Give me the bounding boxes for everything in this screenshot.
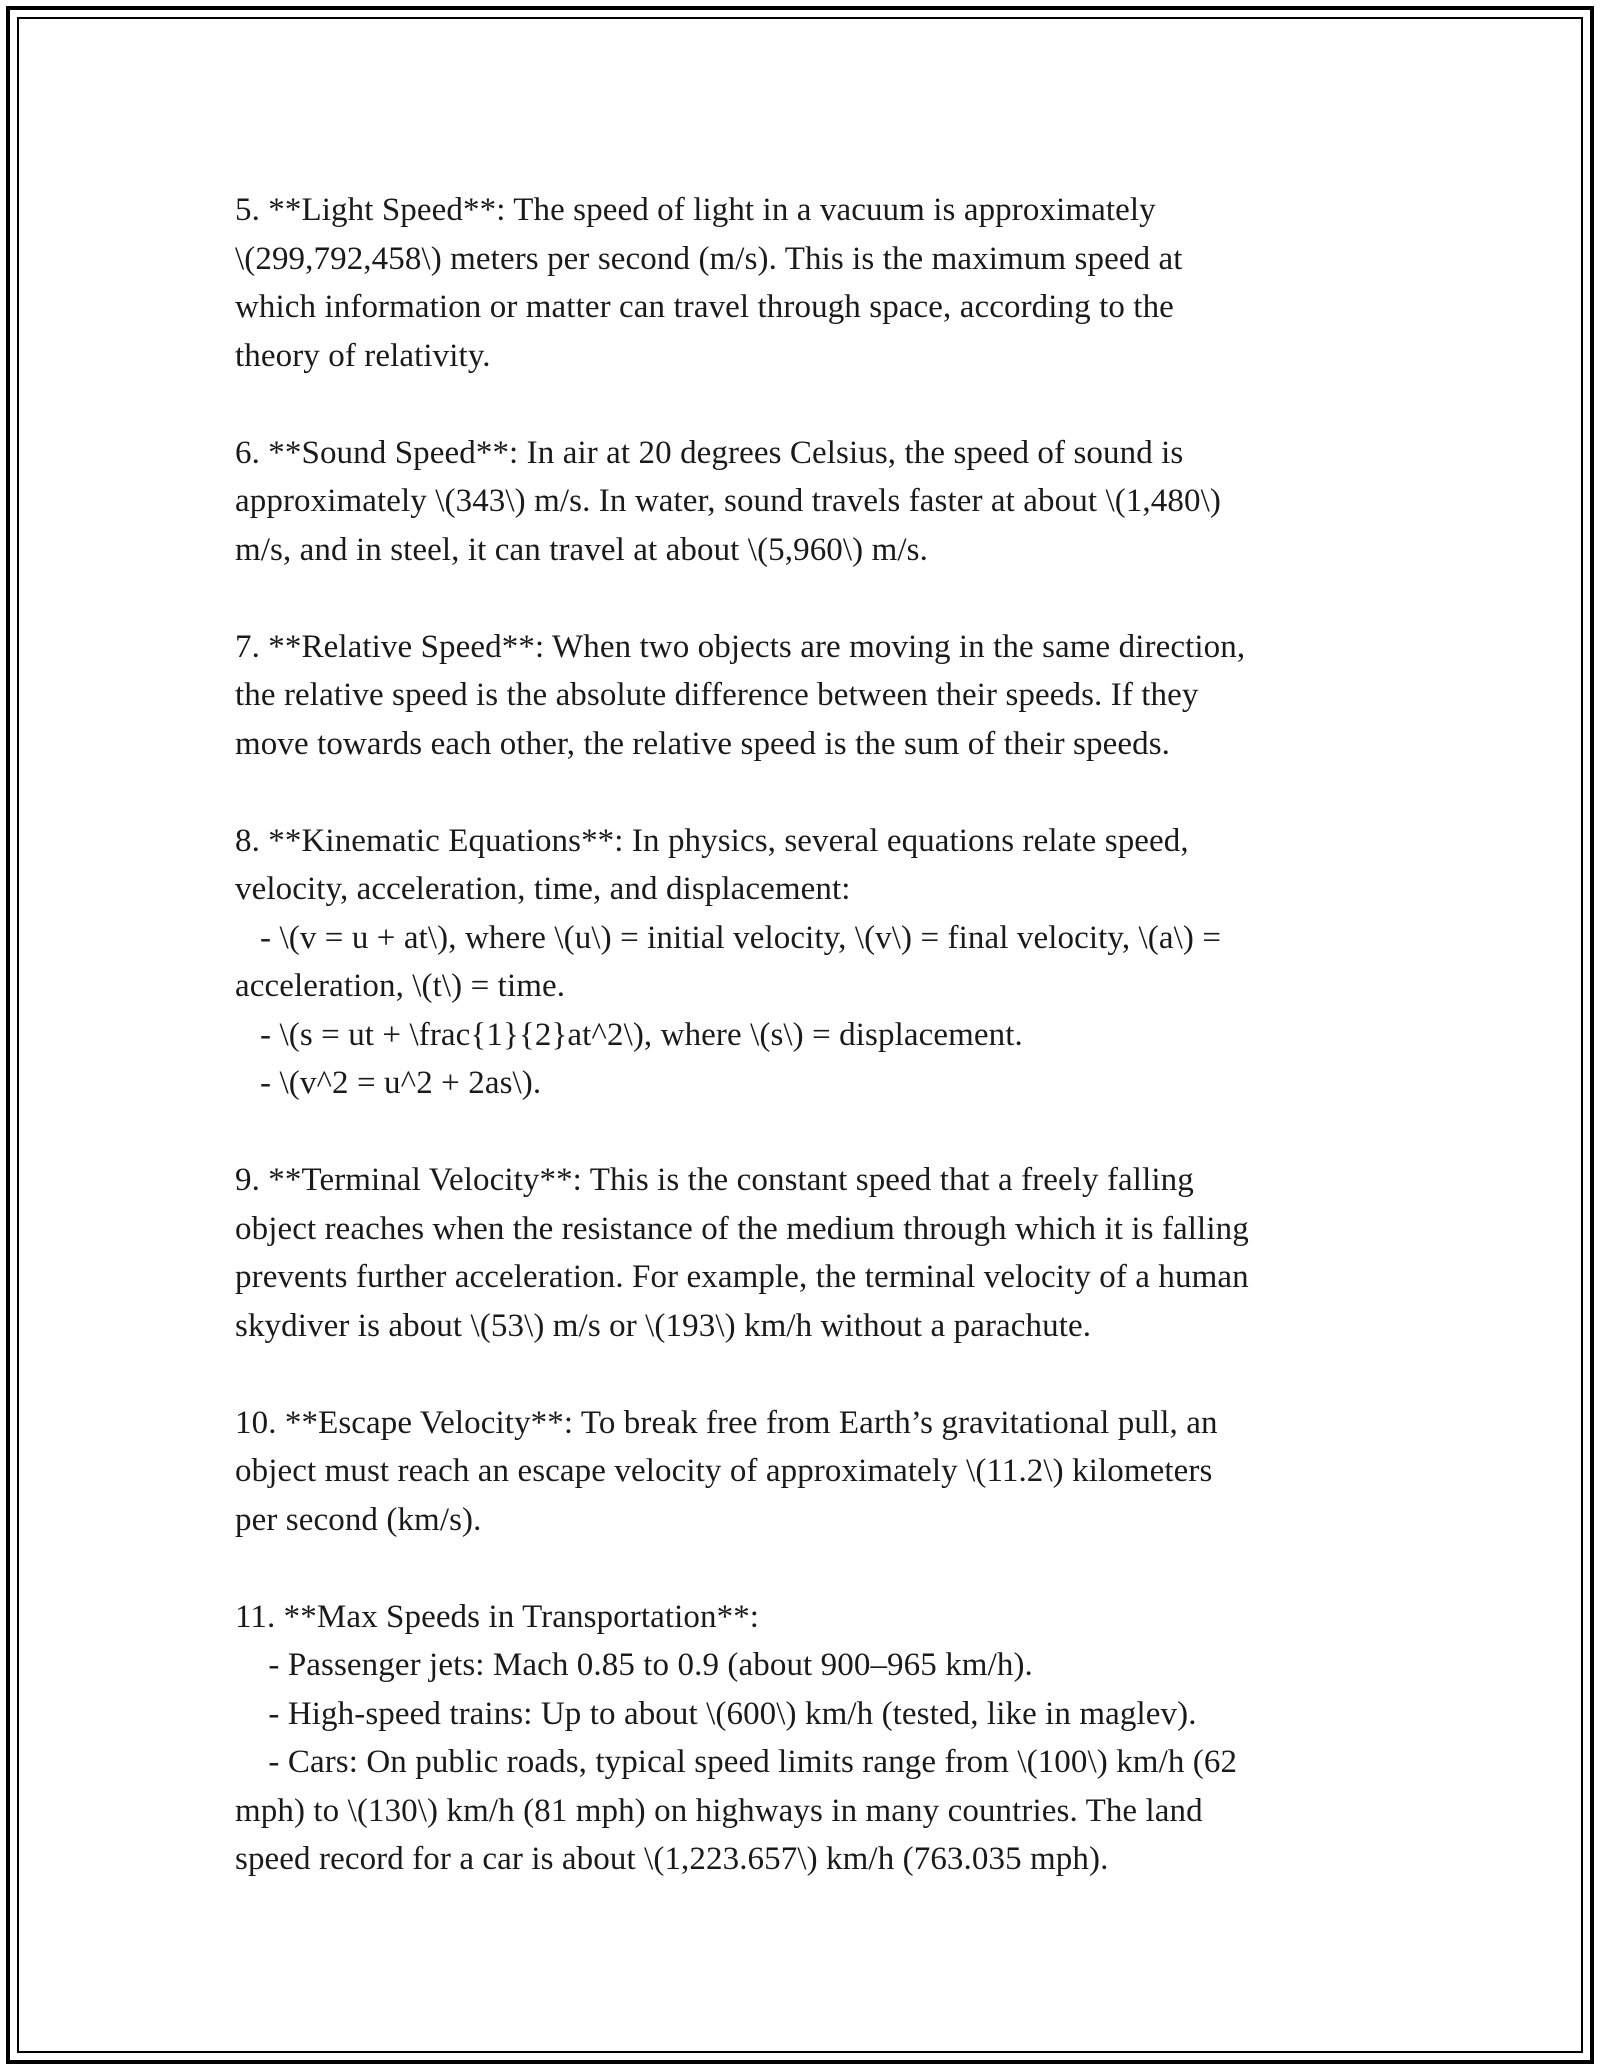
paragraph-escape-velocity <box>235 1399 1385 1545</box>
paragraph-max-speeds-transportation <box>235 1593 1385 1884</box>
text-line: object must reach an escape velocity of approximately \(11.2\) kilometers <box>235 1453 1213 1489</box>
text-line: 10. **Escape Velocity**: To break free from Earth’s gravitational pull, an <box>235 1404 1218 1441</box>
text-line: move towards each other, the relative speed is the sum of their speeds. <box>235 725 1170 762</box>
text-line: the relative speed is the absolute difference between their speeds. If they <box>235 677 1199 713</box>
text-line: - High-speed trains: Up to about \(600\) km/h (tested, like in maglev). <box>235 1695 1197 1732</box>
paragraph-kinematic-equations <box>235 817 1385 1108</box>
paragraph-relative-speed <box>235 623 1385 769</box>
text-line: speed record for a car is about \(1,223.657\) km/h (763.035 mph). <box>235 1841 1109 1877</box>
text-line: - \(v = u + at\), where \(u\) = initial velocity, \(v\) = final velocity, \(a\) = <box>235 919 1222 956</box>
text-line: 9. **Terminal Velocity**: This is the constant speed that a freely falling <box>235 1162 1194 1198</box>
text-line: 5. **Light Speed**: The speed of light in a vacuum is approximately <box>235 192 1156 228</box>
paragraph-sound-speed <box>235 429 1385 575</box>
text-line: which information or matter can travel through space, according to the <box>235 289 1174 325</box>
text-line: m/s, and in steel, it can travel at about \(5,960\) m/s. <box>235 531 928 568</box>
text-line: 6. **Sound Speed**: In air at 20 degrees Celsius, the speed of sound is <box>235 434 1184 471</box>
text-line: - \(s = ut + \frac{1}{2}at^2\), where \(s\) = displacement. <box>235 1016 1023 1053</box>
text-line: per second (km/s). <box>235 1501 482 1538</box>
text-line: 11. **Max Speeds in Transportation**: <box>235 1598 760 1635</box>
text-line: 8. **Kinematic Equations**: In physics, several equations relate speed, <box>235 822 1189 859</box>
text-line: - Cars: On public roads, typical speed limits range from \(100\) km/h (62 <box>235 1744 1238 1780</box>
document-body <box>235 186 1385 1884</box>
paragraph-terminal-velocity <box>235 1156 1385 1350</box>
text-line: skydiver is about \(53\) m/s or \(193\) km/h without a parachute. <box>235 1307 1092 1344</box>
text-line: prevents further acceleration. For example, the terminal velocity of a human <box>235 1259 1249 1295</box>
text-line: theory of relativity. <box>235 337 491 374</box>
text-line: 7. **Relative Speed**: When two objects are moving in the same direction, <box>235 628 1246 665</box>
text-line: mph) to \(130\) km/h (81 mph) on highways in many countries. The land <box>235 1792 1203 1829</box>
text-line: acceleration, \(t\) = time. <box>235 968 566 1004</box>
text-line: approximately \(343\) m/s. In water, sound travels faster at about \(1,480\) <box>235 483 1221 519</box>
paragraph-light-speed <box>235 186 1385 380</box>
text-line: \(299,792,458\) meters per second (m/s). This is the maximum speed at <box>235 240 1183 277</box>
text-line: velocity, acceleration, time, and displacement: <box>235 871 851 907</box>
text-line: - Passenger jets: Mach 0.85 to 0.9 (about 900–965 km/h). <box>235 1647 1033 1683</box>
text-line: object reaches when the resistance of the medium through which it is falling <box>235 1210 1249 1247</box>
text-line: - \(v^2 = u^2 + 2as\). <box>235 1065 542 1101</box>
